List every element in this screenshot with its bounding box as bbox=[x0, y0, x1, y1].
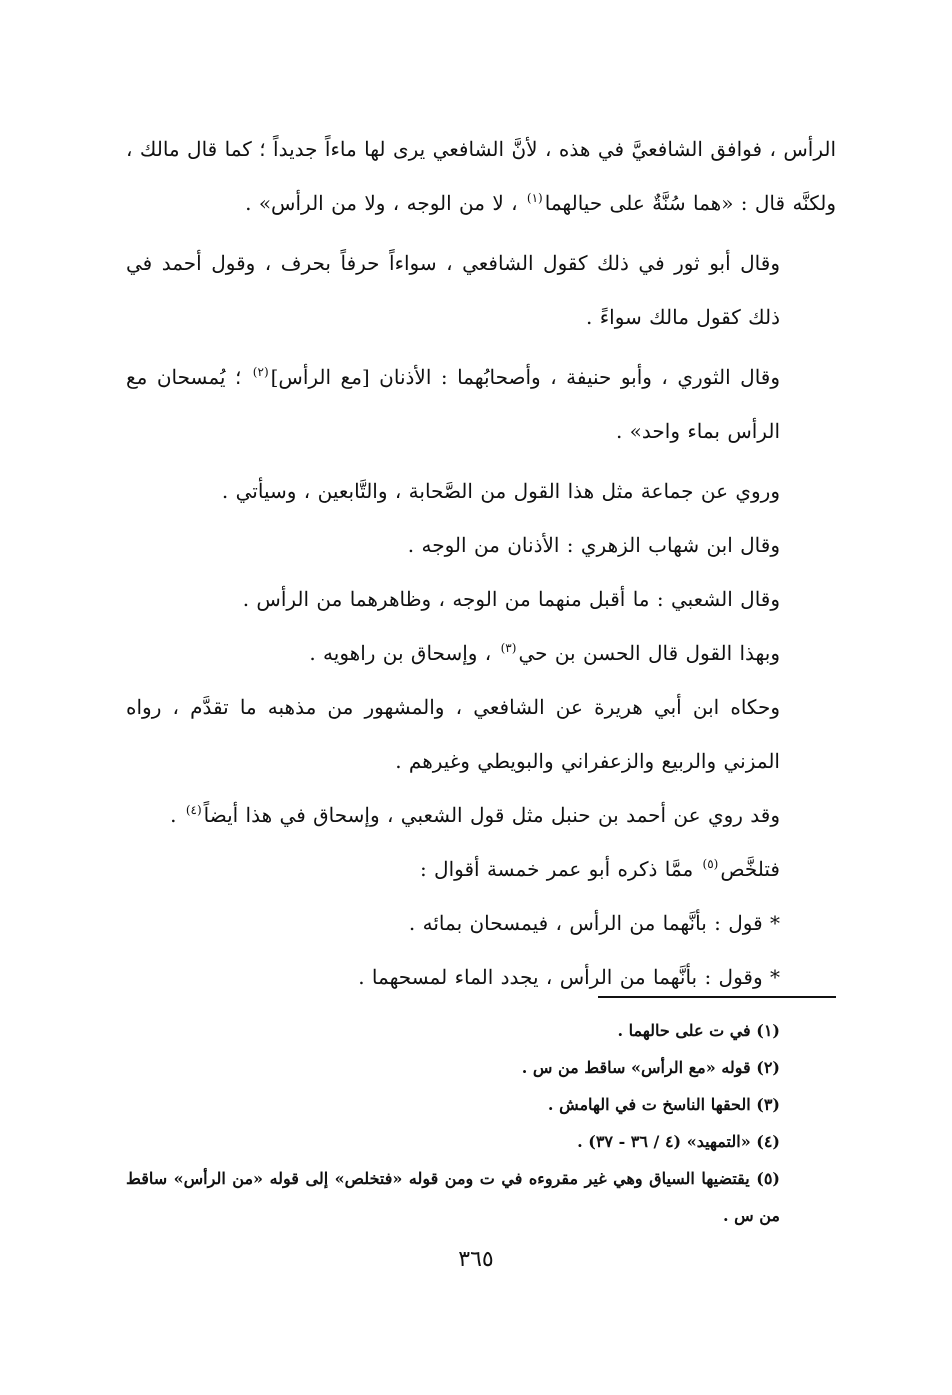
paragraph: وقال ابن شهاب الزهري : الأذنان من الوجه . bbox=[407, 533, 780, 557]
paragraph: وقد روي عن أحمد بن حنبل مثل قول الشعبي ، وإسحاق في هذا أيضاً$^{(٤)}$ . bbox=[170, 803, 780, 827]
paragraph: الرأس ، فوافق الشافعيَّ في هذه ، لأنَّ الشافعي يرى لها ماءاً جديداً ؛ كما قال مالك ، ولكنَّه قال : «هما سُنَّةٌ على حيالهما$^{(١)}$ ، لا من الوجه ، ولا من الرأس» . bbox=[126, 137, 837, 215]
footnote-ref[interactable]: (١) bbox=[526, 191, 543, 206]
footnote-ref[interactable]: (٣) bbox=[500, 641, 517, 656]
footnote: (١) في ت على حالهما . bbox=[617, 1021, 780, 1040]
footnote: (٢) قوله «مع الرأس» ساقط من س . bbox=[521, 1058, 780, 1077]
paragraph: وقال أبو ثور في ذلك كقول الشافعي ، سواءاً حرفاً بحرف ، وقول أحمد في ذلك كقول مالك سواءً . bbox=[126, 251, 780, 329]
page-number: ٣٦٥ bbox=[458, 1247, 494, 1272]
paragraph: وروي عن جماعة مثل هذا القول من الصَّحابة ، والتَّابعين ، وسيأتي . bbox=[221, 479, 780, 503]
footnote-ref[interactable]: (٥) bbox=[702, 857, 719, 872]
footnotes bbox=[126, 1012, 836, 1234]
footnote: (٥) يقتضيها السياق وهي غير مقروءه في ت ومن قوله «فتخلص» إلى قوله «من الرأس» ساقط من س . bbox=[126, 1169, 780, 1225]
paragraph: وقال الثوري ، وأبو حنيفة ، وأصحابُهما : الأذنان [مع الرأس]$^{(٢)}$ ؛ يُمسحان مع الرأس بماء واحد» . bbox=[126, 365, 781, 443]
footnote-ref[interactable]: (٤) bbox=[185, 803, 202, 818]
list-item: * وقول : بأنَّهما من الرأس ، يجدد الماء لمسحهما . bbox=[358, 965, 780, 989]
paragraph: فتلخَّص$^{(٥)}$ ممَّا ذكره أبو عمر خمسة أقوال : bbox=[419, 857, 780, 881]
footnote: (٣) الحقها الناسخ ت في الهامش . bbox=[547, 1095, 780, 1114]
footnote-divider bbox=[598, 996, 836, 998]
main-text bbox=[126, 122, 836, 1004]
footnote: (٤) «التمهيد» (٤ / ٣٦ - ٣٧) . bbox=[577, 1132, 780, 1151]
paragraph: وبهذا القول قال الحسن بن حي$^{(٣)}$ ، وإسحاق بن راهويه . bbox=[309, 641, 780, 665]
paragraph: وقال الشعبي : ما أقبل منهما من الوجه ، وظاهرهما من الرأس . bbox=[242, 587, 780, 611]
footnote-ref[interactable]: (٢) bbox=[252, 365, 269, 380]
list-item: * قول : بأنَّهما من الرأس ، فيمسحان بمائه . bbox=[408, 911, 780, 935]
paragraph: وحكاه ابن أبي هريرة عن الشافعي ، والمشهور من مذهبه ما تقدَّم ، رواه المزني والربيع والزعفراني والبويطي وغيرهم . bbox=[126, 695, 780, 773]
